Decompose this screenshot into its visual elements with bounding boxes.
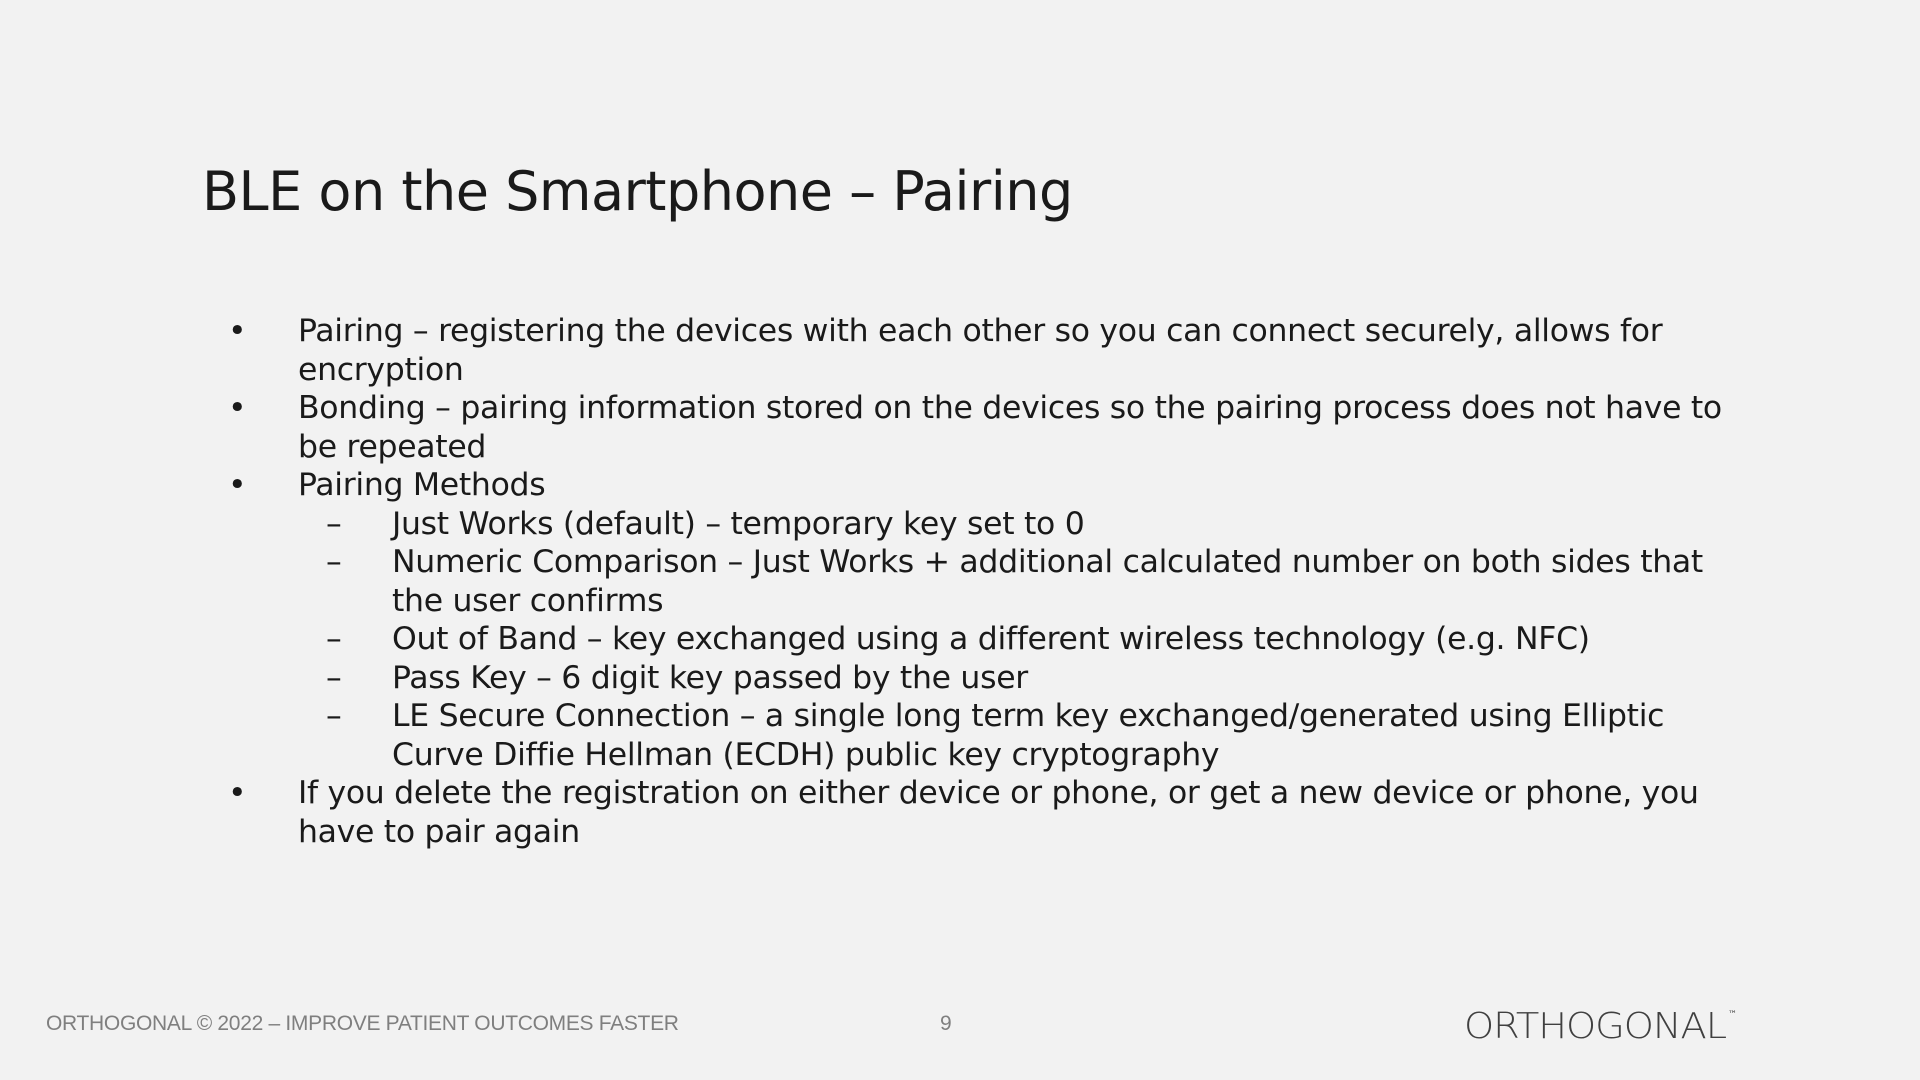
bullet-text: Pairing Methods: [298, 467, 546, 503]
bullet-marker: •: [228, 467, 247, 503]
page-number: 9: [940, 1012, 952, 1035]
sub-bullet-marker: –: [326, 659, 342, 696]
sub-bullet-marker: –: [326, 505, 342, 542]
bullet-list: [228, 312, 1728, 851]
logo-wordmark: ORTHOGONAL: [1464, 1006, 1726, 1045]
bullet-text: Bonding – pairing information stored on the devices so the pairing process does not have to be repeated: [298, 390, 1722, 465]
bullet-marker: •: [228, 390, 247, 426]
orthogonal-logo: [1464, 1003, 1744, 1045]
sub-bullet-numeric-comparison: [228, 543, 1728, 620]
bullet-marker: •: [228, 313, 247, 349]
footer-copyright: ORTHOGONAL © 2022 – IMPROVE PATIENT OUTCOMES FASTER: [46, 1012, 679, 1035]
sub-bullet-out-of-band: [228, 620, 1728, 659]
sub-bullet-marker: –: [326, 544, 342, 580]
sub-bullet-text: LE Secure Connection – a single long term key exchanged/generated using Elliptic Curve Diffie Hellman (ECDH) public key cryptography: [392, 698, 1665, 773]
sub-bullet-text: Out of Band – key exchanged using a different wireless technology (e.g. NFC): [392, 621, 1590, 657]
bullet-item-pairing: [228, 312, 1728, 389]
sub-bullet-text: Pass Key – 6 digit key passed by the user: [392, 659, 1028, 696]
bullet-item-pairing-methods: [228, 466, 1728, 505]
sub-bullet-marker: –: [326, 621, 342, 657]
bullet-text: If you delete the registration on either device or phone, or get a new device or phone, you have to pair again: [298, 775, 1699, 850]
sub-bullet-text: Just Works (default) – temporary key set to 0: [392, 505, 1085, 542]
logo-trademark: ™: [1728, 1010, 1737, 1020]
bullet-item-delete-registration: [228, 774, 1728, 851]
slide-title: BLE on the Smartphone – Pairing: [202, 160, 1073, 223]
sub-bullet-pass-key: [228, 659, 1728, 698]
bullet-marker: •: [228, 775, 247, 811]
sub-bullet-just-works: [228, 505, 1728, 544]
sub-bullet-marker: –: [326, 698, 342, 734]
sub-bullet-text: Numeric Comparison – Just Works + additional calculated number on both sides that the user confirms: [392, 544, 1703, 619]
bullet-text: Pairing – registering the devices with each other so you can connect securely, allows for encryption: [298, 313, 1663, 388]
sub-bullet-le-secure-connection: [228, 697, 1728, 774]
bullet-item-bonding: [228, 389, 1728, 466]
